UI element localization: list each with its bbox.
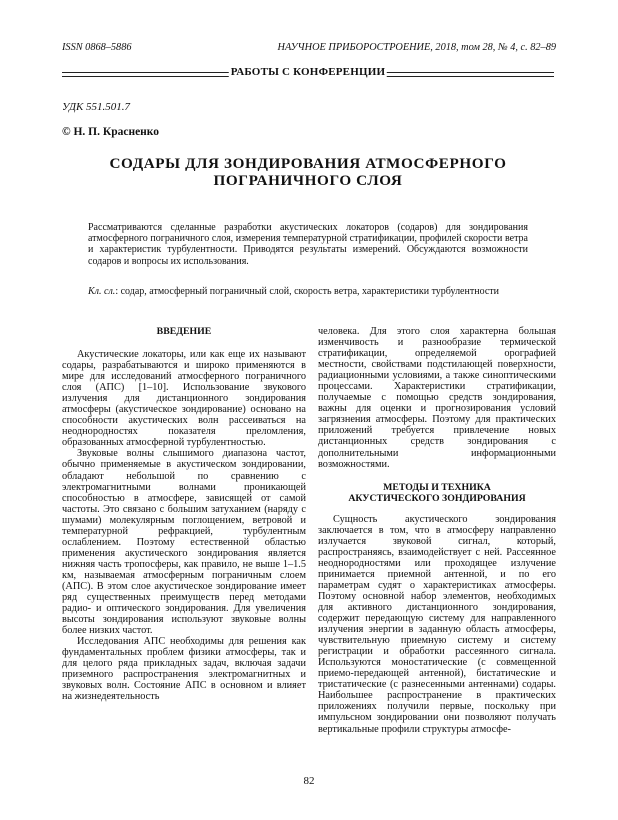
keywords-text: : содар, атмосферный пограничный слой, скорость ветра, характеристики турбулентности — [115, 286, 499, 297]
issn: ISSN 0868–5886 — [62, 42, 132, 53]
article-title — [62, 155, 554, 189]
left-column — [62, 326, 306, 703]
journal-citation: НАУЧНОЕ ПРИБОРОСТРОЕНИЕ, 2018, том 28, № 4, с. 82–89 — [277, 42, 556, 53]
intro-paragraph-2: Звуковые волны слышимого диапазона частот, обычно применяемые в акустическом зондировании, обладают небольшой по сравнению с электромагнитными волнами проникающей способностью в атмосфере, зависящей от самой частоты. Это связано с большим затуханием (наряду с шумами) молекулярным поглощением, ветровой и температурной рефракцией, турбулентным ослаблением. Поэтому естественной областью применения акустического зондирования является нижняя часть тропосферы, как правило, не выше 1–1.5 км, называемая атмосферным пограничным слоем (АПС). В этом слое акустическое зондирование имеет ряд существенных преимуществ перед методами радио- и оптического зондирования. Для увеличения высоты зондирования используют звуковые волны более низких частот. — [62, 448, 306, 637]
section-banner — [62, 66, 554, 82]
intro-paragraph-3: Исследования АПС необходимы для решения как фундаментальных проблем физики атмосферы, так и для целого ряда прикладных задач, включая задачи приземного распространения электромагнитных и звуковых волн. Состояние АПС в основном и влияет на жизнедеятельность — [62, 636, 306, 703]
methods-paragraph: Сущность акустического зондирования заключается в том, что в атмосферу направленно излучается звуковой сигнал, который, распространяясь, взаимодействует с ней. Рассеянное неоднородностями или проходящее излучение принимается приемной антенной, и по его параметрам судят о характеристиках атмосферы. Поэтому основной набор элементов, необходимых для активного дистанционного зондирования, содержит передающую систему для направленного излучения энергии в заданную область атмосферы, чувствительную приемную систему и систему регистрации и обработки рассеянного сигнала. Используются моностатические (с совмещенной приемо-передающей антенной), бистатические и тристатические (с разнесенными антеннами) содары. Наибольшее распространение в практических приложениях получили первые, поскольку при импульсном зондировании они позволяют получать вертикальные профили структуры атмосфе- — [318, 513, 556, 735]
udc-code: УДК 551.501.7 — [62, 101, 131, 113]
right-column — [318, 326, 556, 735]
author: © Н. П. Красненко — [62, 126, 160, 138]
article-title-line-2: ПОГРАНИЧНОГО СЛОЯ — [213, 172, 403, 189]
right-paragraph-1: человека. Для этого слоя характерна большая изменчивость и разнообразие термической стратификации, определяемой орографией местности, свойствами подстилающей поверхности, радиационными условиями, а также синоптическими процессами. Характеристики стратификации, получаемые с помощью средств зондирования, важны для оценки и прогнозирования условий загрязнения атмосферы. Поэтому для практических приложений требуется привлечение новых дистанционных средств зондирования с дополнительными информационными возможностями. — [318, 326, 556, 470]
section-title: РАБОТЫ С КОНФЕРЕНЦИИ — [230, 66, 386, 78]
abstract: Рассматриваются сделанные разработки акустических локаторов (содаров) для зондирования атмосферного пограничного слоя, измерения температурной стратификации, профилей скорости ветра и характеристик турбулентности. Приводятся результаты измерений. Обсуждаются возможности содаров и вопросы их использования. — [88, 222, 528, 267]
introduction-heading: ВВЕДЕНИЕ — [156, 326, 212, 337]
article-title-line-1: СОДАРЫ ДЛЯ ЗОНДИРОВАНИЯ АТМОСФЕРНОГО — [109, 155, 507, 172]
keywords-label: Кл. сл. — [88, 286, 116, 297]
intro-paragraph-1: Акустические локаторы, или как еще их называют содары, разрабатываются и широко применяются в мире для исследований атмосферного пограничного слоя (АПС) [1–10]. Использование звукового излучения для дистанционного зондирования атмосферы (акустическое зондирование) основано на способности акустических волн рассеиваться на неоднородностях показателя преломления, образованных атмосферной турбулентностью. — [62, 349, 306, 449]
methods-heading-line-1: МЕТОДЫ И ТЕХНИКА — [383, 481, 491, 493]
page-number: 82 — [303, 775, 315, 787]
keywords — [88, 286, 528, 297]
methods-heading-line-2: АКУСТИЧЕСКОГО ЗОНДИРОВАНИЯ — [348, 492, 526, 504]
